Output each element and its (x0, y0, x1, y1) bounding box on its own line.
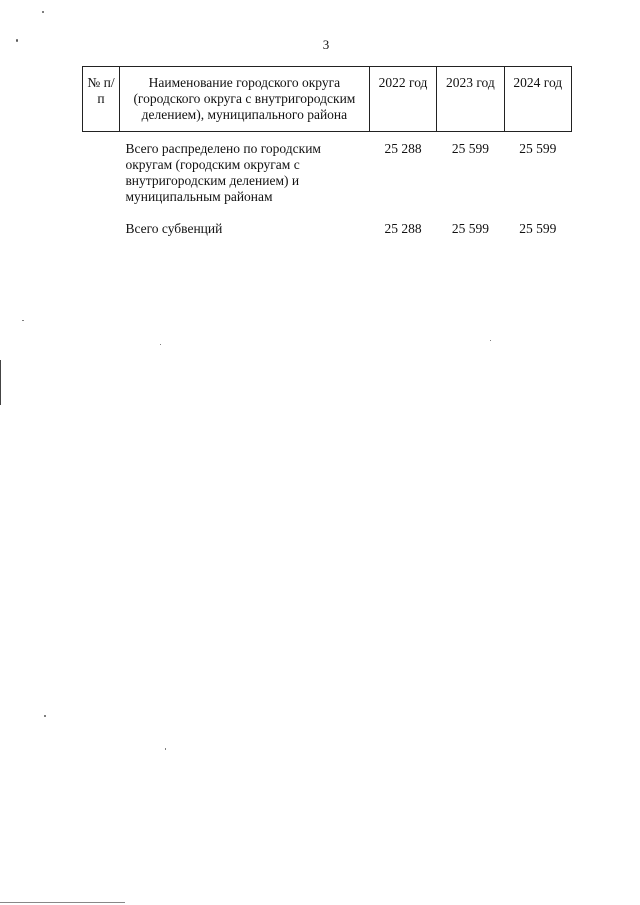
subvention-table (82, 66, 572, 237)
scan-edge-line (0, 902, 125, 903)
value-2024-cell: 25 599 (519, 141, 557, 156)
scan-speck (490, 340, 491, 341)
row-number-cell (83, 132, 120, 206)
row-name-cell: Всего распределено по городским округам (городским округам с внутригородским делением) и муниципальным районам (125, 141, 321, 204)
scan-speck (44, 715, 46, 717)
scan-speck (22, 320, 24, 321)
scan-speck (165, 748, 166, 750)
row-name-cell: Всего субвенций (125, 221, 223, 236)
table-header-row (83, 67, 572, 132)
scan-edge-line (0, 360, 1, 405)
header-year-2022: 2022 год (369, 67, 436, 132)
scan-speck (16, 39, 18, 42)
value-2024-cell: 25 599 (519, 221, 557, 236)
value-2023-cell: 25 599 (451, 141, 489, 156)
value-2022-cell: 25 288 (384, 141, 422, 156)
header-year-2024: 2024 год (504, 67, 571, 132)
row-number-cell (83, 205, 120, 237)
header-year-2023: 2023 год (437, 67, 504, 132)
scan-speck (42, 11, 44, 13)
table-row (83, 132, 572, 206)
value-2022-cell: 25 288 (384, 221, 422, 236)
value-2023-cell: 25 599 (451, 221, 489, 236)
scan-speck (160, 344, 161, 345)
table-row (83, 205, 572, 237)
header-district-name: Наименование городского округа (городского округа с внутригородским делением), муниципального района (119, 67, 369, 132)
header-row-number: № п/п (83, 67, 120, 132)
page-number: 3 (322, 37, 330, 52)
